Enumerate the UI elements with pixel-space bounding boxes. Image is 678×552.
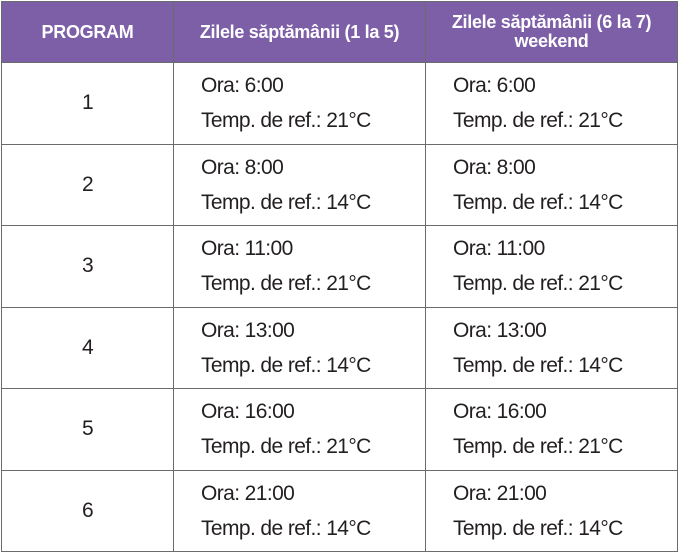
slot-temp: Temp. de ref.: 14°C xyxy=(201,190,371,214)
weekday-slot xyxy=(174,307,426,389)
slot-temp: Temp. de ref.: 14°C xyxy=(453,190,623,214)
slot-time: Ora: 11:00 xyxy=(453,237,545,261)
table-header xyxy=(2,2,678,63)
program-number: 1 xyxy=(2,63,174,145)
header-weekdays: Zilele săptămânii (1 la 5) xyxy=(174,2,426,63)
program-number: 6 xyxy=(2,470,174,552)
slot-time: Ora: 13:00 xyxy=(201,318,295,342)
table-row xyxy=(2,226,678,308)
program-number: 5 xyxy=(2,389,174,471)
slot-time: Ora: 21:00 xyxy=(201,481,295,505)
slot-temp: Temp. de ref.: 21°C xyxy=(453,272,623,296)
weekend-slot xyxy=(426,307,678,389)
slot-time: Ora: 6:00 xyxy=(201,74,284,98)
weekend-slot xyxy=(426,389,678,471)
weekend-slot xyxy=(426,144,678,226)
header-weekend-line1: Zilele săptămânii (6 la 7) xyxy=(451,12,652,32)
program-number: 2 xyxy=(2,144,174,226)
slot-temp: Temp. de ref.: 21°C xyxy=(201,272,371,296)
weekday-slot xyxy=(174,63,426,145)
slot-time: Ora: 8:00 xyxy=(453,155,536,179)
weekend-slot xyxy=(426,63,678,145)
slot-time: Ora: 8:00 xyxy=(201,155,284,179)
weekday-slot xyxy=(174,226,426,308)
schedule-table xyxy=(1,1,678,552)
slot-temp: Temp. de ref.: 14°C xyxy=(201,353,371,377)
slot-temp: Temp. de ref.: 21°C xyxy=(453,109,623,133)
program-number: 3 xyxy=(2,226,174,308)
slot-temp: Temp. de ref.: 21°C xyxy=(201,435,371,459)
weekday-slot xyxy=(174,470,426,552)
slot-time: Ora: 11:00 xyxy=(201,237,293,261)
table-row xyxy=(2,307,678,389)
slot-temp: Temp. de ref.: 14°C xyxy=(201,516,371,540)
weekday-slot xyxy=(174,144,426,226)
header-row xyxy=(2,2,678,63)
weekend-slot xyxy=(426,226,678,308)
table-body xyxy=(2,63,678,552)
weekend-slot xyxy=(426,470,678,552)
slot-time: Ora: 16:00 xyxy=(201,400,295,424)
slot-time: Ora: 16:00 xyxy=(453,400,547,424)
table-row xyxy=(2,63,678,145)
slot-time: Ora: 21:00 xyxy=(453,481,547,505)
slot-time: Ora: 13:00 xyxy=(453,318,547,342)
table-row xyxy=(2,470,678,552)
slot-temp: Temp. de ref.: 14°C xyxy=(453,353,623,377)
weekday-slot xyxy=(174,389,426,471)
header-weekend xyxy=(426,2,678,63)
table-row xyxy=(2,389,678,471)
slot-temp: Temp. de ref.: 21°C xyxy=(453,435,623,459)
header-weekend-line2: weekend xyxy=(514,31,589,51)
table-row xyxy=(2,144,678,226)
slot-time: Ora: 6:00 xyxy=(453,74,536,98)
slot-temp: Temp. de ref.: 14°C xyxy=(453,516,623,540)
header-program: PROGRAM xyxy=(2,2,174,63)
slot-temp: Temp. de ref.: 21°C xyxy=(201,109,371,133)
program-number: 4 xyxy=(2,307,174,389)
